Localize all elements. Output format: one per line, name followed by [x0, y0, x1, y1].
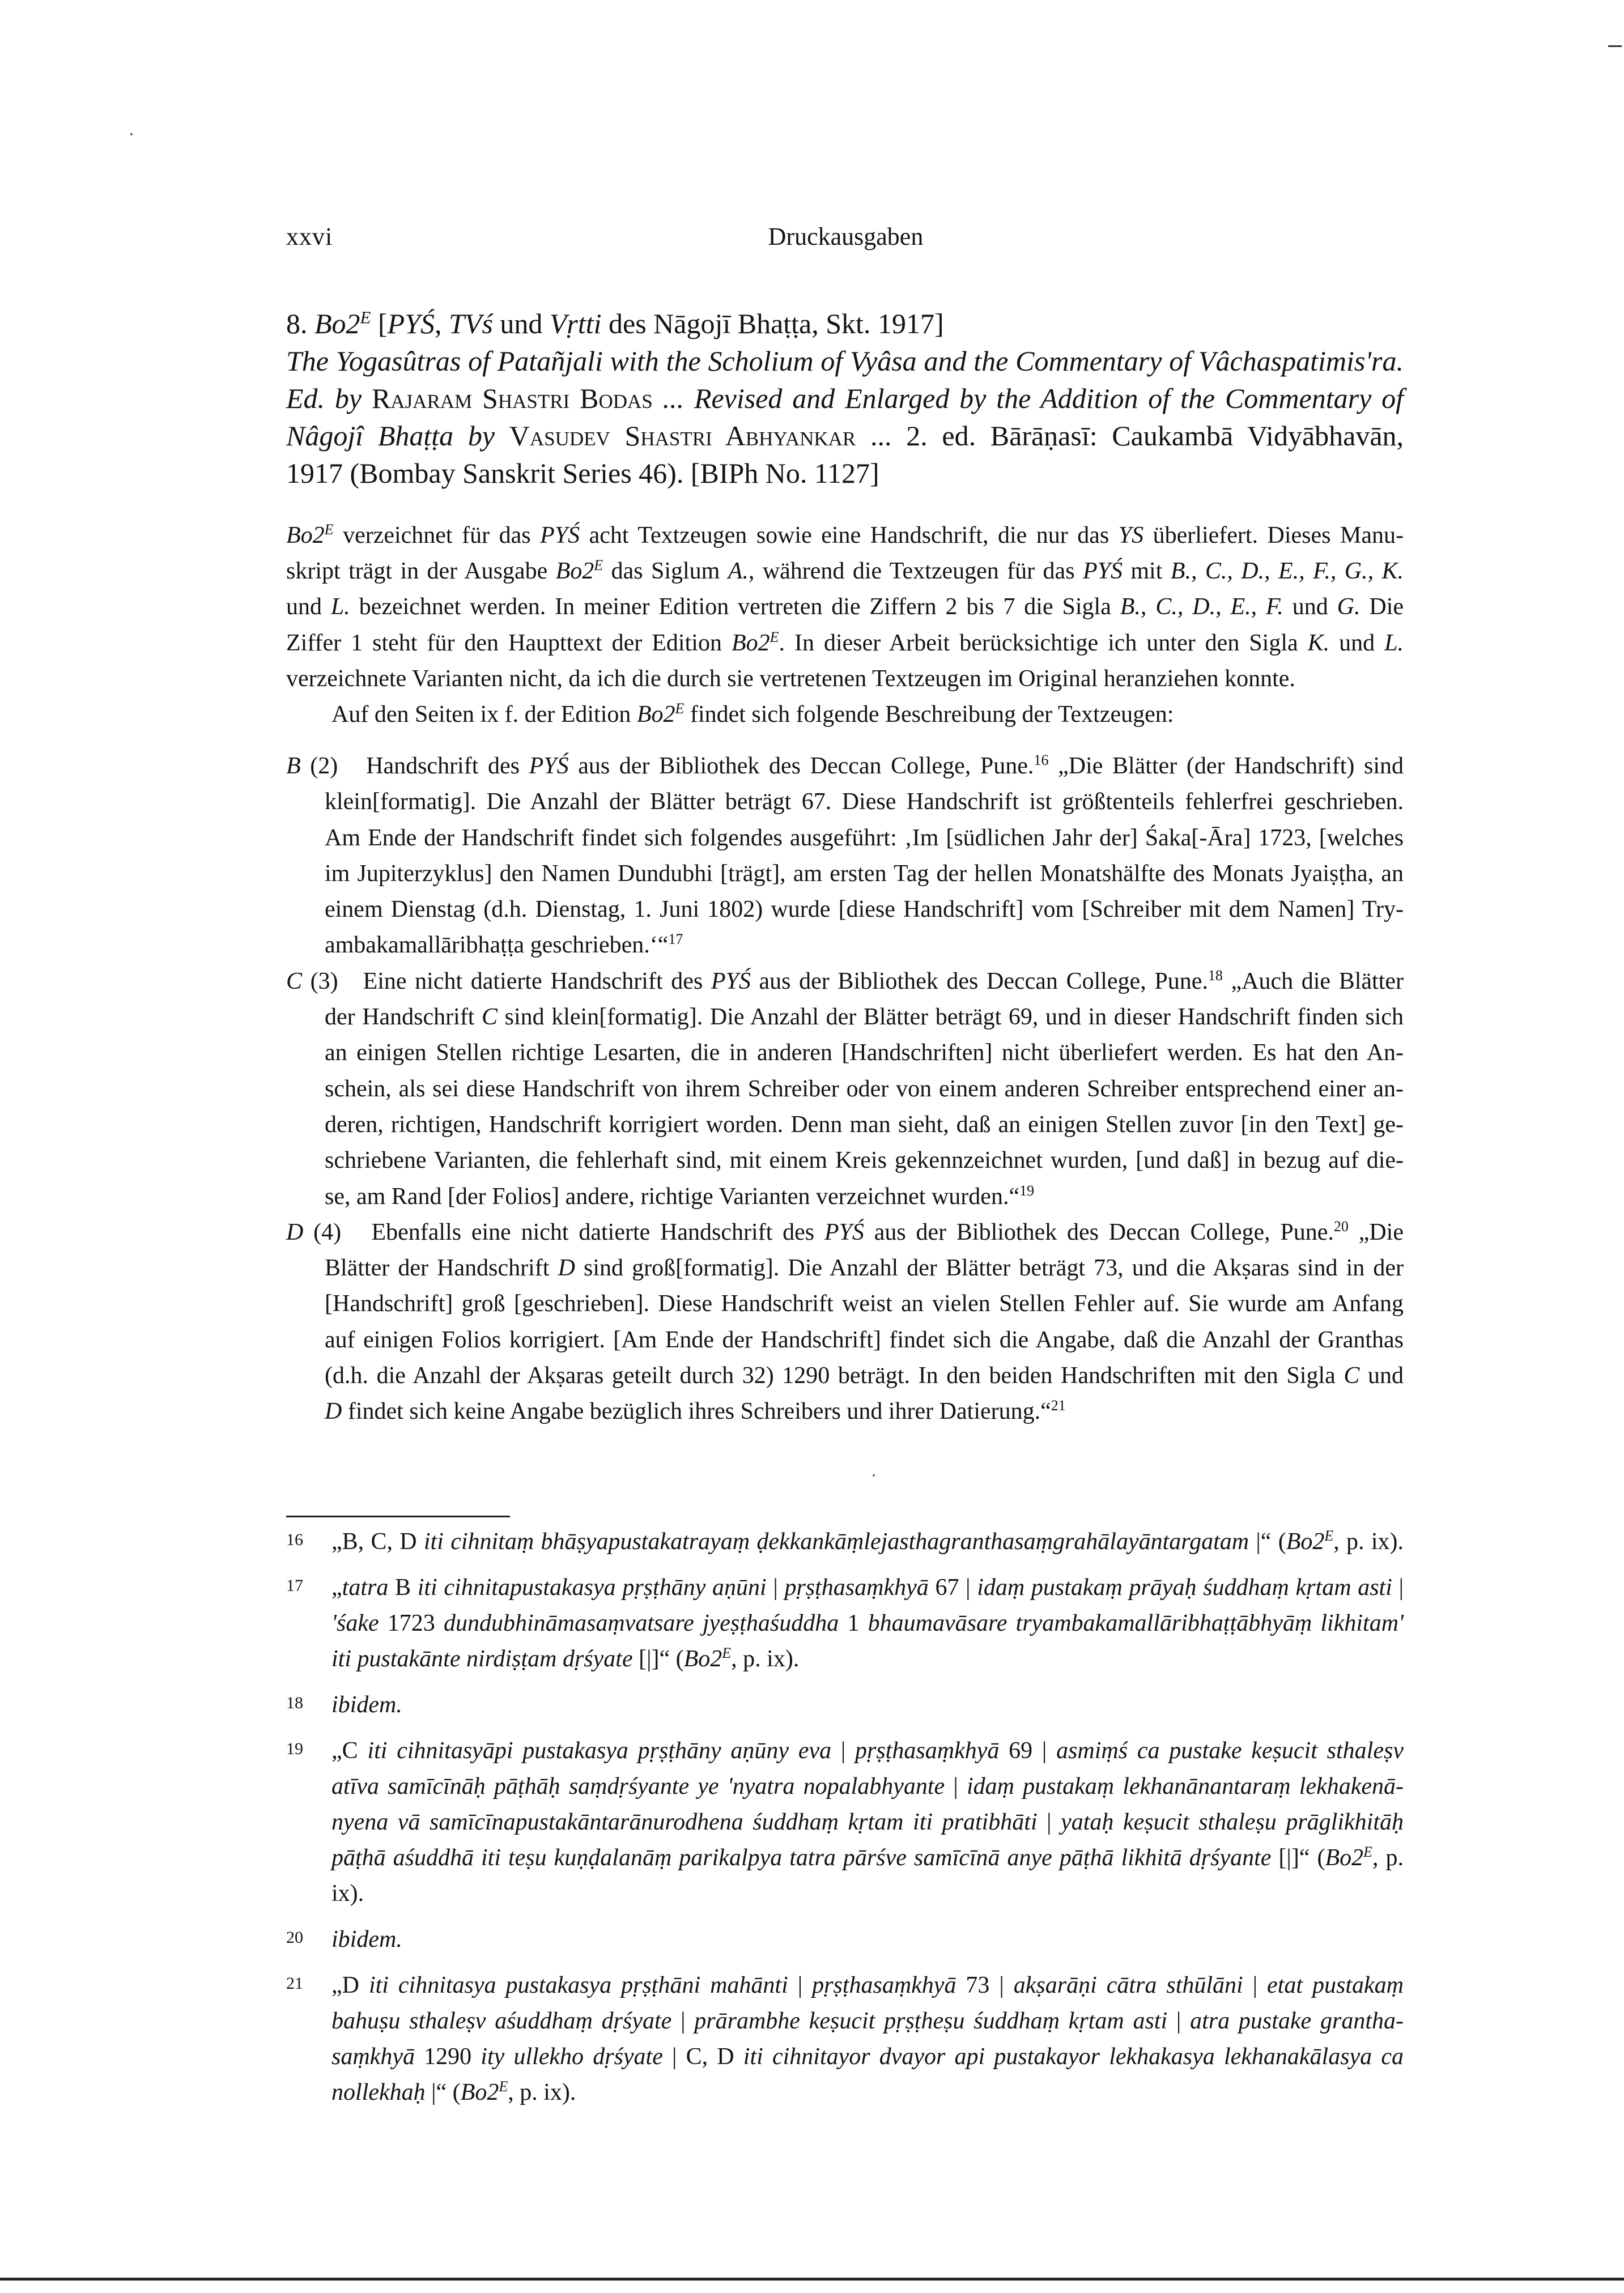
footnote-ref: 21: [1051, 1397, 1066, 1414]
footnote-number: 17: [286, 1576, 303, 1595]
footnote-ref: 16: [1034, 752, 1049, 768]
superscript: E: [594, 557, 603, 574]
footnote-ref: 20: [1333, 1218, 1349, 1235]
textual-witnesses: [286, 748, 1404, 1430]
footnote-number: 20: [286, 1928, 303, 1947]
witness-line: an einigen Stellen richtige Lesarten, die in anderen [Handschriften] nicht überliefert werden. Es hat den An-: [325, 1040, 1404, 1066]
edition-title-line-3: Nâgojî Bhaṭṭa by Vasudev Shastri Abhyankar ... 2. ed. Bārāṇasī: Caukambā Vidyābhavān,: [286, 420, 1404, 452]
description-line: und L. bezeichnet werden. In meiner Edition vertreten die Ziffern 2 bis 7 die Sigla B., C., D., E., F. und G. Die: [286, 594, 1404, 620]
witness-line: Am Ende der Handschrift findet sich folgendes ausgeführt: ‚Im [südlichen Jahr der] Śaka[-Āra] 1723, [welches: [325, 824, 1404, 851]
edition-entry: [286, 305, 1404, 492]
witness-siglum: B: [286, 753, 301, 779]
footnote-line: „D iti cihnitasya pustakasya pṛṣṭhāni mahānti | pṛṣṭhasaṃkhyā 73 | akṣarāṇi cātra sthūlāni | etat pustakaṃ: [331, 1972, 1404, 1998]
footnote-line: 'śake 1723 dundubhināmasaṃvatsare jyeṣṭhaśuddha 1 bhaumavāsare tryambakamallāribhaṭṭābhyāṃ likhitam': [331, 1610, 1404, 1636]
footnote-line: bahuṣu sthaleṣv aśuddhaṃ dṛśyate | prārambhe keṣucit pṛṣṭheṣu śuddhaṃ kṛtam asti | atra pustake grantha-: [331, 2008, 1404, 2034]
witness-line: auf einigen Folios korrigiert. [Am Ende der Handschrift] findet sich die Angabe, daß die Anzahl der Granthas: [325, 1326, 1404, 1353]
edition-title-line-2: Ed. by Rajaram Shastri Bodas ... Revised and Enlarged by the Addition of the Commentary of: [286, 382, 1404, 414]
witness-siglum: C: [286, 968, 303, 994]
running-title: Druckausgaben: [768, 223, 924, 250]
footnote-line: ibidem.: [331, 1692, 402, 1718]
witness-line: se, am Rand [der Folios] andere, richtige Varianten verzeichnet wurden.“$^{19}$: [325, 1182, 1035, 1210]
footnote-line: pāṭhā aśuddhā iti teṣu kuṇḍalanāṃ parikalpya tatra pārśve samīcīnā anye pāṭhā likhitā dṛśyante [|]“ ($Bo2^E$, p.: [331, 1844, 1404, 1871]
footnote-line: „B, C, D iti cihnitaṃ bhāṣyapustakatrayaṃ ḍekkankāṃlejasthagranthasaṃgrahālayāntargatam |“ ($Bo2^E$, p. ix).: [331, 1528, 1404, 1555]
footnote-line: iti pustakānte nirdiṣṭam dṛśyate [|]“ ($Bo2^E$, p. ix).: [331, 1645, 800, 1672]
footnotes: [286, 1524, 1404, 2121]
superscript: E: [722, 1645, 732, 1661]
edition-title-line-1: The Yogasûtras of Patañjali with the Scholium of Vyâsa and the Commentary of Vâchaspatimis'ra.: [286, 345, 1404, 377]
description-line: Auf den Seiten ix f. der Edition $Bo2^E$ findet sich folgende Beschreibung der Textzeugen:: [331, 700, 1174, 728]
superscript: E: [675, 700, 685, 717]
superscript: E: [1363, 1844, 1372, 1860]
footnote-separator: [286, 1516, 510, 1517]
footnote-line: „tatra B iti cihnitapustakasya pṛṣṭhāny aṇūni | pṛṣṭhasaṃkhyā 67 | idaṃ pustakaṃ prāyaḥ śuddhaṃ kṛtam asti |: [331, 1575, 1404, 1601]
footnote-line: „C iti cihnitasyāpi pustakasya pṛṣṭhāny aṇūny eva | pṛṣṭhasaṃkhyā 69 | asmiṃś ca pustake keṣucit sthaleṣv: [331, 1738, 1404, 1764]
footnote-number: 16: [286, 1530, 303, 1549]
footnote-20: [286, 1922, 1404, 1958]
footnote-line: ibidem.: [331, 1926, 402, 1952]
footnote-19: [286, 1733, 1404, 1912]
page-number: xxvi: [286, 223, 333, 250]
footnote-21: [286, 1968, 1404, 2111]
witness-line: D findet sich keine Angabe bezüglich ihres Schreibers und ihrer Datierung.“$^{21}$: [325, 1397, 1066, 1425]
superscript: E: [499, 2078, 508, 2095]
superscript: E: [324, 521, 334, 538]
scan-bottom-edge: [0, 2278, 1624, 2281]
description-line: skript trägt in der Ausgabe $Bo2^E$ das Siglum A., während die Textzeugen für das PYŚ mit B., C., D., E., F., G., K.: [286, 557, 1404, 585]
footnote-number: 18: [286, 1694, 303, 1712]
footnote-line: saṃkhyā 1290 ity ullekho dṛśyate | C, D iti cihnitayor dvayor api pustakayor lekhakasya lekhanakālasya ca: [331, 2044, 1404, 2070]
scan-edge-mark: [1608, 45, 1622, 47]
witness-entry-d: [286, 1215, 1404, 1430]
scan-speck: [130, 133, 133, 135]
witness-line: einem Dienstag (d.h. Dienstag, 1. Juni 1802) wurde [diese Handschrift] vom [Schreiber mit dem Namen] Try-: [325, 896, 1404, 923]
superscript: E: [360, 307, 371, 327]
footnote-number: 21: [286, 1974, 303, 1993]
footnote-ref: 18: [1208, 967, 1223, 984]
witness-line: (d.h. die Anzahl der Akṣaras geteilt durch 32) 1290 beträgt. In den beiden Handschriften mit den Sigla C und: [325, 1363, 1404, 1389]
witness-line: klein[formatig]. Die Anzahl der Blätter beträgt 67. Diese Handschrift ist größtenteils fehlerfrei geschrieben.: [325, 789, 1404, 815]
footnote-line: nyena vā samīcīnapustakāntarānurodhena śuddhaṃ kṛtam iti pratibhāti | yataḥ keṣucit sthaleṣu prāglikhitāḥ: [331, 1809, 1404, 1835]
superscript: E: [770, 628, 779, 645]
footnote-18: [286, 1687, 1404, 1723]
witness-line: [Handschrift] groß [geschrieben]. Diese Handschrift weist an vielen Stellen Fehler auf. Sie wurde am Anfang: [325, 1291, 1404, 1317]
footnote-line: ix).: [331, 1881, 364, 1907]
superscript: E: [1324, 1528, 1334, 1544]
witness-siglum: D: [286, 1219, 304, 1245]
edition-heading: 8. $Bo2^E$ [PYŚ, TVś und Vṛtti des Nāgojī Bhaṭṭa, Skt. 1917]: [286, 307, 944, 339]
witness-line: D (4) Ebenfalls eine nicht datierte Handschrift des PYŚ aus der Bibliothek des Deccan College, Pune.$^{20}$ „Die: [286, 1218, 1404, 1245]
witness-line: B (2) Handschrift des PYŚ aus der Bibliothek des Deccan College, Pune.$^{16}$ „Die Blätter (der Handschrift) sind: [286, 752, 1404, 779]
description-line: verzeichnete Varianten nicht, da ich die durch sie vertretenen Textzeugen im Original heranziehen konnte.: [286, 665, 1295, 692]
footnote-ref: 19: [1019, 1182, 1035, 1199]
witness-line: C (3) Eine nicht datierte Handschrift des PYŚ aus der Bibliothek des Deccan College, Pune.$^{18}$ „Auch die Blätter: [286, 967, 1404, 994]
edition-description: [286, 518, 1404, 733]
description-line: $Bo2^E$ verzeichnet für das PYŚ acht Textzeugen sowie eine Handschrift, die nur das YS überliefert. Dieses Manu-: [286, 521, 1404, 548]
footnote-ref: 17: [668, 931, 683, 948]
witness-line: schein, als sei diese Handschrift von ihrem Schreiber oder von einem anderen Schreiber entsprechend einer an-: [325, 1075, 1404, 1102]
witness-entry-c: [286, 964, 1404, 1215]
witness-line: der Handschrift C sind klein[formatig]. Die Anzahl der Blätter beträgt 69, und in dieser Handschrift finden sich: [325, 1004, 1404, 1031]
witness-line: im Jupiterzyklus] den Namen Dundubhi [trägt], am ersten Tag der hellen Monatshälfte des Monats Jyaiṣṭha, an: [325, 860, 1404, 887]
scan-speck: [873, 1474, 875, 1477]
footnote-16: [286, 1524, 1404, 1560]
edition-title-line-4: 1917 (Bombay Sanskrit Series 46). [BIPh No. 1127]: [286, 457, 879, 489]
witness-line: deren, richtigen, Handschrift korrigiert worden. Denn man sieht, daß an einigen Stellen zuvor [in den Text] ge-: [325, 1111, 1404, 1138]
footnote-line: atīva samīcīnāḥ pāṭhāḥ saṃdṛśyante ye 'nyatra nopalabhyante | idaṃ pustakaṃ lekhanānantaraṃ lekhakenā-: [331, 1773, 1404, 1799]
witness-entry-b: [286, 748, 1404, 964]
footnote-number: 19: [286, 1739, 303, 1758]
witness-line: Blätter der Handschrift D sind groß[formatig]. Die Anzahl der Blätter beträgt 73, und die Akṣaras sind in der: [325, 1255, 1404, 1282]
footnote-17: [286, 1570, 1404, 1677]
witness-line: ambakamallāribhaṭṭa geschrieben.‘“$^{17}$: [325, 931, 683, 959]
description-line: Ziffer 1 steht für den Haupttext der Edition $Bo2^E$. In dieser Arbeit berücksichtige ich unter den Sigla K. und L.: [286, 628, 1404, 656]
footnote-line: nollekhaḥ |“ ($Bo2^E$, p. ix).: [331, 2078, 576, 2105]
page-header: [286, 222, 1405, 256]
witness-line: schriebene Varianten, die fehlerhaft sind, mit einem Kreis gekennzeichnet wurden, [und daß] in bezug auf die-: [325, 1147, 1404, 1174]
